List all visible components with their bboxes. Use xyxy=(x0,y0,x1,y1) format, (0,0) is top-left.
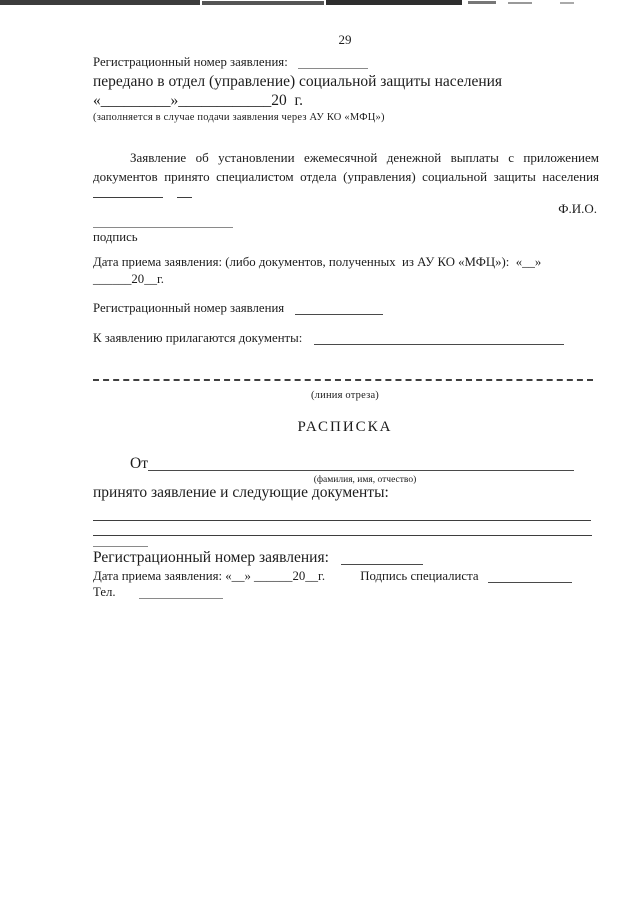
mfc-reg-label: Регистрационный номер заявления: xyxy=(93,55,288,69)
mfc-transfer-line: передано в отдел (управление) социальной защиты населения xyxy=(93,73,503,90)
attached-docs-label: К заявлению прилагаются документы: xyxy=(93,331,303,345)
mfc-reg-blank-line xyxy=(298,56,368,69)
scan-artifact xyxy=(468,1,496,4)
scan-artifact xyxy=(0,0,200,5)
mfc-footnote: (заполняется в случае подачи заявления через АУ КО «МФЦ») xyxy=(93,112,385,123)
documents-blank-line xyxy=(93,535,592,536)
acceptance-reg-row xyxy=(93,301,383,316)
specialist-signature-label: Подпись специалиста xyxy=(360,569,479,583)
phone-label: Тел. xyxy=(93,585,116,599)
scan-artifact xyxy=(202,1,324,5)
scan-artifact xyxy=(560,2,574,4)
documents-blank-line xyxy=(93,520,591,521)
documents-blank-line xyxy=(93,546,148,547)
acceptance-reg-label: Регистрационный номер заявления xyxy=(93,301,285,315)
receipt-date-line: Дата приема заявления: «__» ______20__г. xyxy=(93,569,326,583)
name-blank-line xyxy=(93,197,163,198)
acceptance-date-line1: Дата приема заявления: (либо документов, полученных из АУ КО «МФЦ»): «__» xyxy=(93,255,542,269)
receipt-reg-label: Регистрационный номер заявления: xyxy=(93,549,329,566)
receipt-reg-row xyxy=(93,549,423,567)
signature-blank-line xyxy=(93,227,233,228)
receipt-fio-hint: (фамилия, имя, отчество) xyxy=(313,475,417,485)
fio-label: Ф.И.О. xyxy=(558,201,597,216)
mfc-reg-row xyxy=(93,55,368,70)
acceptance-paragraph: Заявление об установлении ежемесячной денежной выплаты с приложением документов принято специалистом отдела (управления) социальной защиты населения xyxy=(93,150,599,184)
scan-artifact xyxy=(326,0,462,5)
signature-label: подпись xyxy=(93,230,138,244)
receipt-from-label: От xyxy=(130,455,148,472)
mfc-date-line: «_________»____________20 г. xyxy=(93,92,303,109)
name-blank-line xyxy=(177,197,192,198)
acceptance-reg-blank-line xyxy=(295,302,383,315)
receipt-accepted-line: принято заявление и следующие документы: xyxy=(93,484,389,501)
attached-docs-row xyxy=(93,331,564,346)
specialist-signature-blank-line xyxy=(488,570,572,583)
cut-line-caption: (линия отреза) xyxy=(310,390,380,401)
phone-row xyxy=(93,585,223,600)
receipt-reg-blank-line xyxy=(341,552,423,565)
phone-blank-line xyxy=(139,586,223,599)
receipt-from-blank-line xyxy=(148,458,574,471)
receipt-date-row xyxy=(93,569,572,584)
attached-docs-blank-line xyxy=(314,332,564,345)
page-number: 29 xyxy=(338,32,352,47)
receipt-from-row xyxy=(130,455,574,473)
cut-line xyxy=(93,379,593,381)
receipt-title: РАСПИСКА xyxy=(297,419,393,435)
scan-artifact xyxy=(508,2,532,4)
acceptance-date-line2: ______20__г. xyxy=(93,272,164,286)
